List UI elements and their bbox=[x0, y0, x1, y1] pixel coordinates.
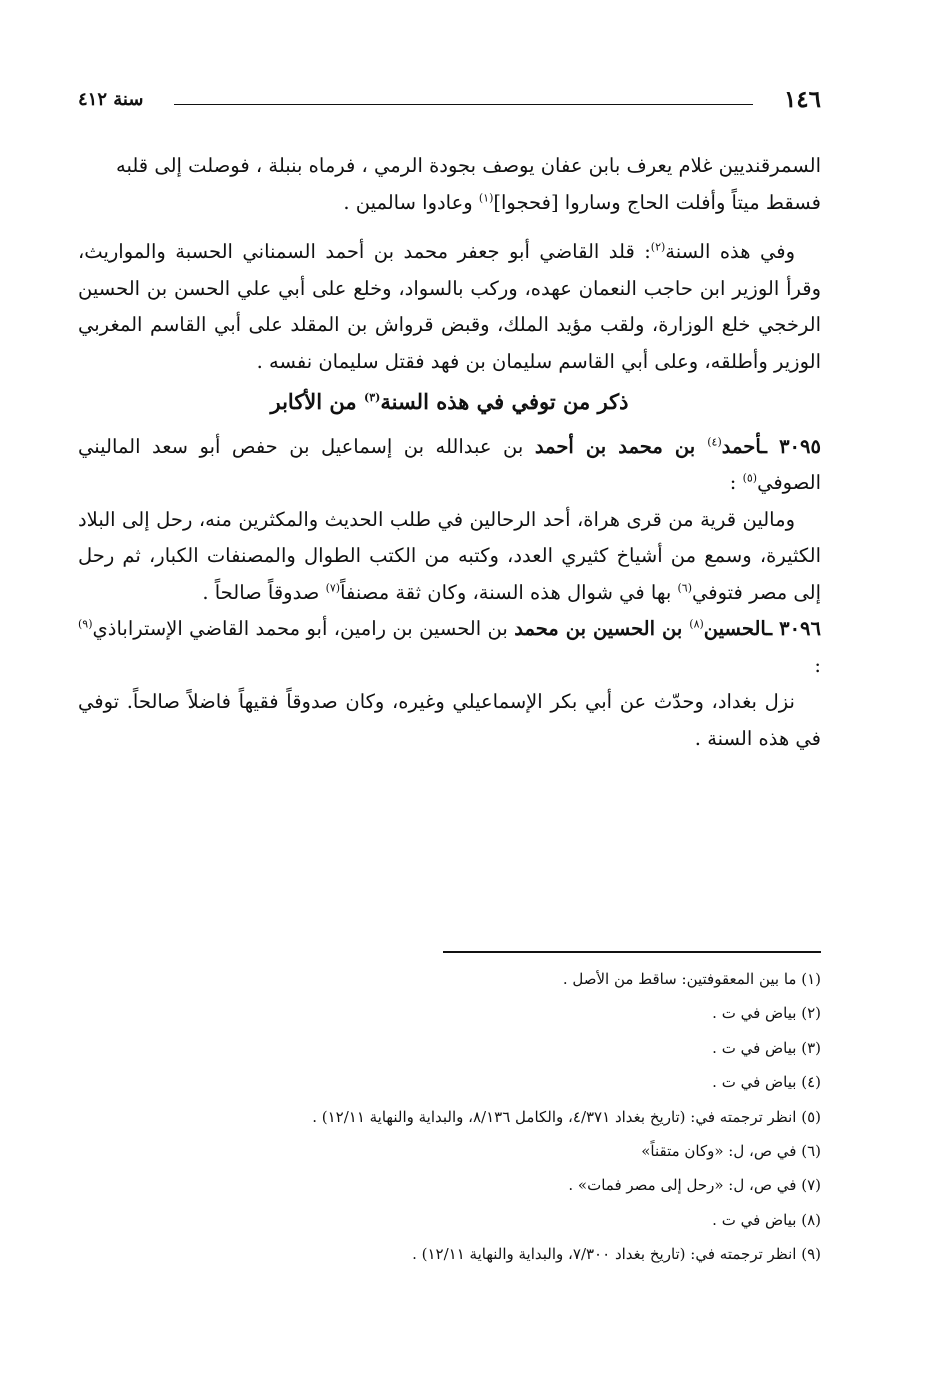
page-number: ١٤٦ bbox=[783, 86, 821, 113]
footnote-ref[interactable]: (٣) bbox=[363, 391, 381, 404]
paragraph-line: السمرقنديين غلام يعرف بابن عفان يوصف بجودة الرمي ، فرماه بنبلة ، فوصلت إلى قلبه bbox=[116, 154, 821, 177]
running-head: سنة ٤١٢ bbox=[78, 89, 144, 110]
page-header bbox=[78, 86, 821, 122]
footnote-separator bbox=[443, 951, 821, 953]
entry-3095-title bbox=[78, 429, 821, 502]
entry-name: بن الحسين بن محمد bbox=[514, 617, 690, 640]
paragraph-events bbox=[78, 234, 821, 380]
footnote-ref[interactable]: (١) bbox=[478, 191, 494, 204]
footnote-3: (٣) بياض في ت . bbox=[712, 1038, 821, 1057]
paragraph-text: وفي هذه السنة bbox=[665, 240, 795, 263]
paragraph-continuation bbox=[78, 148, 821, 221]
paragraph-text: وعادوا سالمين . bbox=[343, 190, 479, 214]
footnote-ref[interactable]: (٢) bbox=[650, 240, 666, 254]
footnote-8: (٨) بياض في ت . bbox=[712, 1210, 821, 1229]
paragraph-text: ومالين قرية من قرى هراة، أحد الرحالين في طلب الحديث والمكثرين منه، رحل إلى البلاد الكثيرة، وسمع من أشياخ كثيري العدد، وكتبه من الكتب الطوال والمصنفات الكبار، ثم رحل إلى مصر فتوفي bbox=[78, 507, 821, 604]
main-text bbox=[78, 148, 821, 757]
footnotes bbox=[78, 962, 821, 1272]
entry-lineage: بن عبدالله بن إسماعيل بن حفص أبو سعد الماليني الصوفي bbox=[78, 434, 821, 494]
footnote-ref[interactable]: (٤) bbox=[707, 435, 722, 448]
footnote-ref[interactable]: (٨) bbox=[689, 617, 704, 631]
paragraph-text: نزل بغداد، وحدّث عن أبي بكر الإسماعيلي وغيره، وكان صدوقاً فقيهاً فاضلاً صالحاً. توفي في هذه السنة . bbox=[78, 690, 821, 750]
footnote-2: (٢) بياض في ت . bbox=[712, 1004, 821, 1023]
paragraph-text: بها في شوال هذه السنة، وكان ثقة مصنفاً bbox=[340, 580, 678, 604]
paragraph-text: صدوقاً صالحاً . bbox=[202, 580, 326, 604]
entry-number: ٣٠٩٦ ـ bbox=[766, 617, 821, 640]
footnote-ref[interactable]: (٦) bbox=[677, 581, 693, 594]
footnote-7: (٧) في ص، ل: «رحل إلى مصر فمات» . bbox=[568, 1176, 821, 1195]
footnote-1: (١) ما بين المعقوفتين: ساقط من الأصل . bbox=[562, 970, 821, 988]
entry-3096-bio bbox=[78, 684, 821, 757]
entry-name: أحمد bbox=[721, 434, 762, 458]
paragraph-text: : قلد القاضي أبو جعفر محمد بن أحمد السمناني الحسبة والمواريث، وقرأ الوزير ابن حاجب النعمان عهده، وركب بالسواد، وخلع على أبي علي الحسن بن الحسين الرخجي خلع الوزارة، ولقب مؤيد الملك، وقبض قرواش بن المقلد على أبي القاسم المغربي الوزير وأطلقه، وعلى أبي القاسم سليمان بن فهد فقتل سليمان نفسه . bbox=[78, 240, 821, 373]
footnote-ref[interactable]: (٧) bbox=[325, 581, 341, 594]
section-heading bbox=[78, 384, 821, 421]
footnote-9: (٩) انظر ترجمته في: (تاريخ بغداد ٧/٣٠٠، والبداية والنهاية ١٢/١١) . bbox=[412, 1245, 821, 1264]
footnote-6: (٦) في ص، ل: «وكان متقناً» bbox=[641, 1142, 821, 1161]
entry-3095-bio bbox=[78, 502, 821, 612]
footnote-5: (٥) انظر ترجمته في: (تاريخ بغداد ٤/٣٧١، والكامل ٨/١٣٦، والبداية والنهاية ١٢/١١) . bbox=[312, 1107, 821, 1126]
entry-name: الحسين bbox=[703, 617, 767, 640]
entry-number: ٣٠٩٥ ـ bbox=[761, 434, 821, 458]
footnote-4: (٤) بياض في ت . bbox=[712, 1073, 821, 1092]
footnote-ref[interactable]: (٩) bbox=[78, 617, 93, 631]
entry-colon: : bbox=[814, 653, 821, 677]
header-rule bbox=[174, 104, 753, 105]
footnote-ref[interactable]: (٥) bbox=[742, 471, 758, 485]
entry-3096-title bbox=[78, 611, 821, 684]
entry-colon: : bbox=[729, 471, 743, 494]
paragraph-text: فسقط ميتاً وأفلت الحاج وساروا [فحجوا] bbox=[493, 190, 821, 214]
entry-name: بن محمد بن أحمد bbox=[534, 434, 708, 458]
heading-text: ذكر من توفي في هذه السنة bbox=[380, 389, 629, 414]
heading-text: من الأكابر bbox=[270, 389, 364, 414]
entry-lineage: بن الحسين بن رامين، أبو محمد القاضي الإستراباذي bbox=[92, 617, 515, 640]
